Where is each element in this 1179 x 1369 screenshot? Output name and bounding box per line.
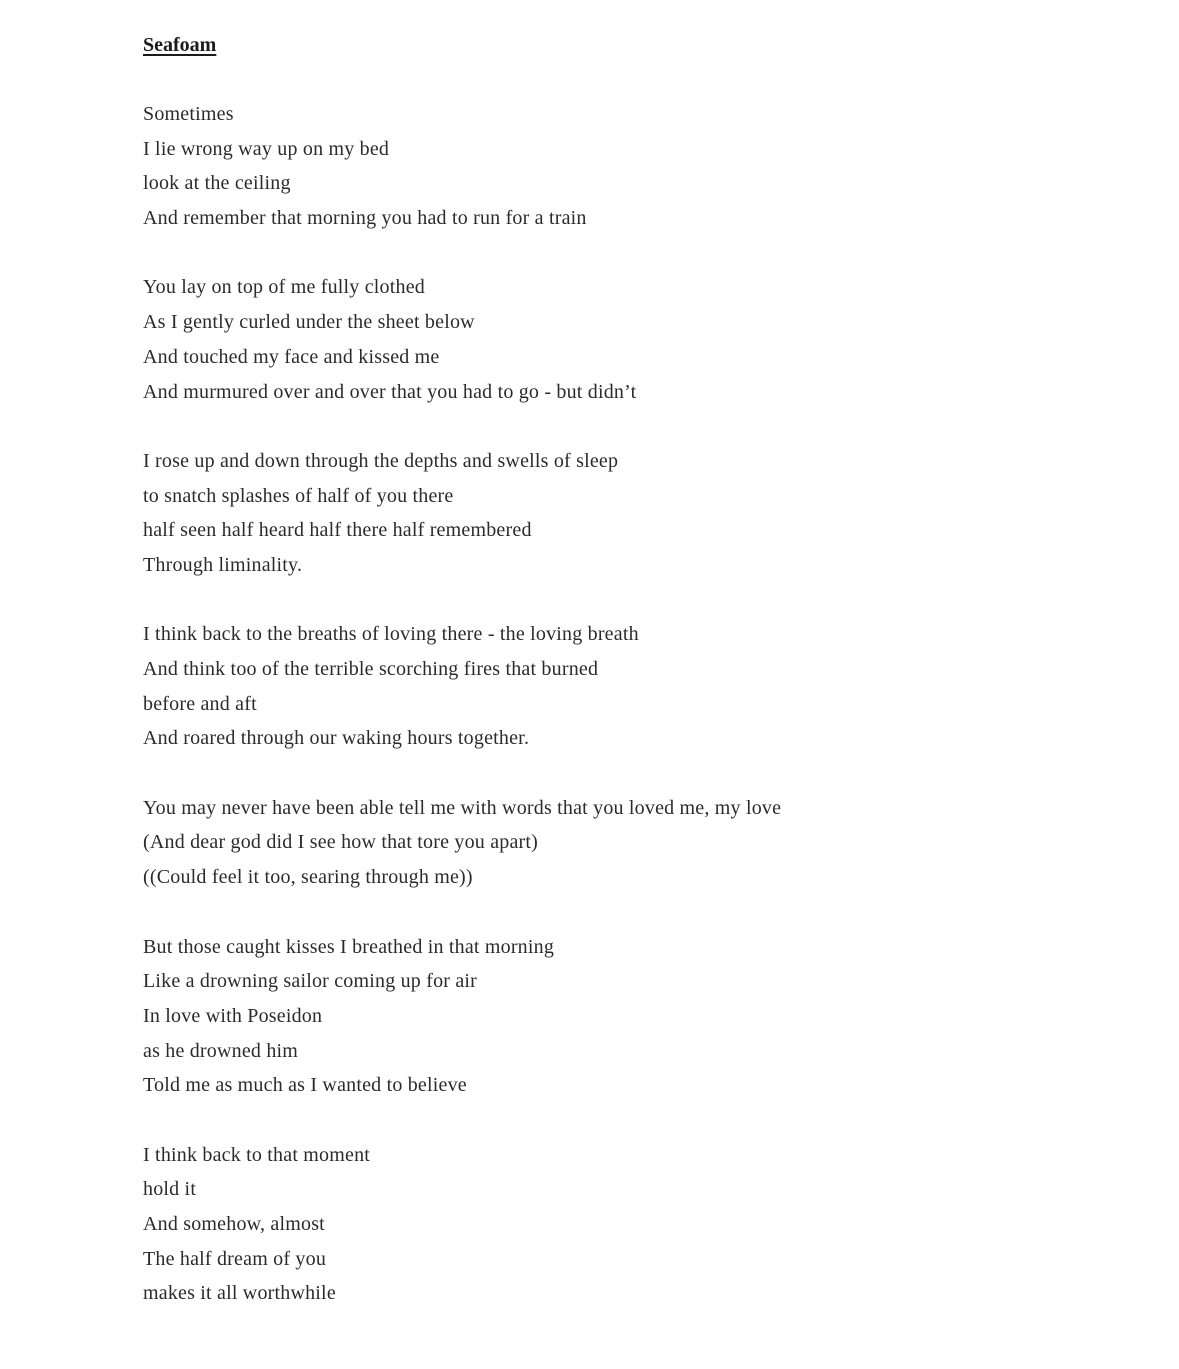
stanza-4	[143, 617, 1103, 756]
poem-line: I think back to the breaths of loving there - the loving breath	[143, 623, 639, 646]
stanza-5	[143, 791, 1103, 895]
poem-line: Told me as much as I wanted to believe	[143, 1074, 467, 1097]
poem-line: hold it	[143, 1178, 197, 1201]
poem-line: Like a drowning sailor coming up for air	[143, 970, 478, 993]
poem-line: And murmured over and over that you had to go - but didn’t	[143, 380, 637, 403]
poem-body	[143, 97, 1103, 1311]
poem-line: And touched my face and kissed me	[143, 345, 440, 368]
poem-line: You lay on top of me fully clothed	[143, 276, 425, 299]
poem-line: You may never have been able tell me with words that you loved me, my love	[143, 796, 782, 819]
poem-line: As I gently curled under the sheet below	[143, 311, 475, 334]
poem-line: I lie wrong way up on my bed	[143, 137, 390, 160]
stanza-6	[143, 930, 1103, 1103]
poem-line: I rose up and down through the depths and swells of sleep	[143, 449, 619, 472]
poem-line: look at the ceiling	[143, 172, 291, 195]
poem-line: And roared through our waking hours together.	[143, 727, 530, 750]
poem-line: And somehow, almost	[143, 1213, 325, 1235]
poem-line: half seen half heard half there half remembered	[143, 519, 532, 542]
poem-line: makes it all worthwhile	[143, 1282, 336, 1305]
stanza-2	[143, 270, 1103, 409]
poem-line: to snatch splashes of half of you there	[143, 484, 454, 507]
poem-line: (And dear god did I see how that tore you apart)	[143, 831, 539, 854]
poem-line: The half dream of you	[143, 1247, 327, 1270]
poem-line: Sometimes	[143, 103, 234, 125]
poem-line: as he drowned him	[143, 1039, 299, 1062]
poem-line: before and aft	[143, 692, 257, 715]
stanza-7	[143, 1138, 1103, 1311]
poem-line: Through liminality.	[143, 553, 303, 576]
poem-line: But those caught kisses I breathed in that morning	[143, 935, 555, 958]
poem-line: And remember that morning you had to run for a train	[143, 207, 587, 230]
poem-title: Seafoam	[143, 34, 217, 56]
stanza-3	[143, 444, 1103, 583]
poem-line: In love with Poseidon	[143, 1004, 323, 1027]
stanza-1	[143, 97, 1103, 236]
poem-line: And think too of the terrible scorching fires that burned	[143, 658, 599, 680]
poem-page	[143, 28, 1103, 1346]
poem-line: I think back to that moment	[143, 1143, 371, 1166]
poem-line: ((Could feel it too, searing through me))	[143, 866, 473, 889]
